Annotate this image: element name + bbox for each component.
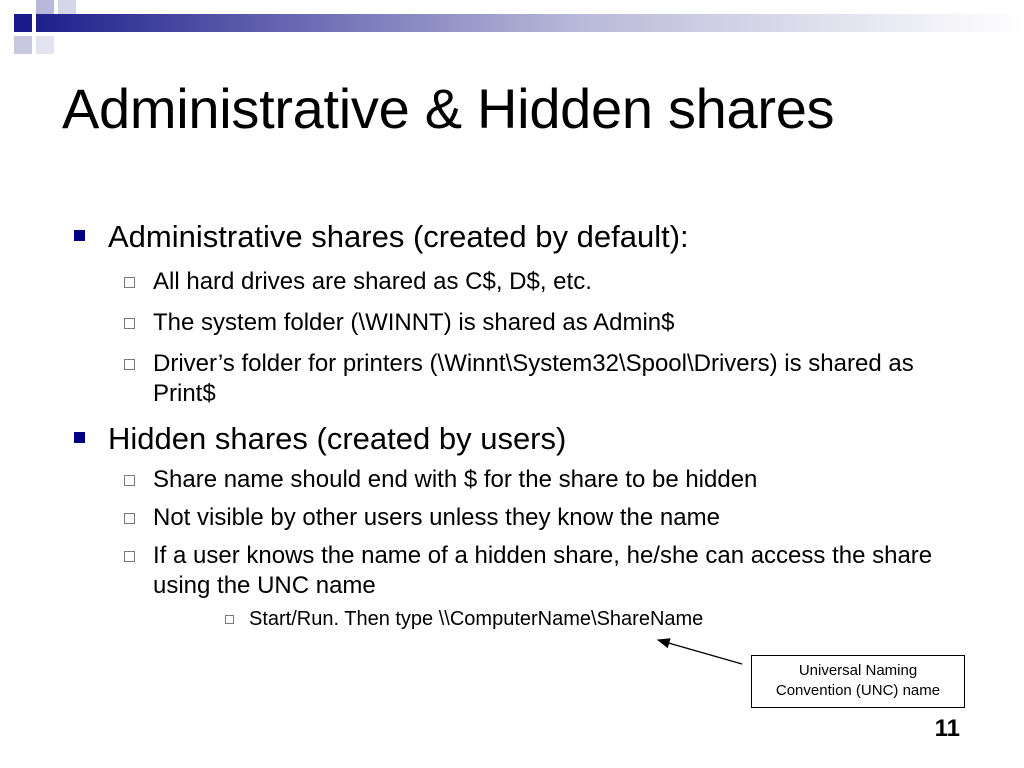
sub-bullet-text: If a user knows the name of a hidden share, he/she can access the share using the UNC name xyxy=(153,542,933,599)
bullet-text: Administrative shares (created by default): xyxy=(108,219,689,254)
sub-sub-bullet-text: Start/Run. Then type \\ComputerName\ShareName xyxy=(249,608,704,630)
sub-bullet-text: Driver’s folder for printers (\Winnt\System32\Spool\Drivers) is shared as Print$ xyxy=(153,350,914,407)
sub-bullet-text: All hard drives are shared as C$, D$, etc. xyxy=(153,268,592,295)
callout-line: Universal Naming xyxy=(798,662,918,679)
callout-line: Convention (UNC) name xyxy=(775,682,941,699)
unc-callout-box xyxy=(751,655,965,708)
bullet-text: Hidden shares (created by users) xyxy=(108,421,567,456)
page-number: 11 xyxy=(934,715,960,742)
sub-bullet-text: Share name should end with $ for the share to be hidden xyxy=(153,466,758,493)
sub-bullet-text: Not visible by other users unless they know the name xyxy=(153,504,720,531)
sub-bullet-text: The system folder (\WINNT) is shared as Admin$ xyxy=(153,309,675,336)
slide-title: Administrative & Hidden shares xyxy=(62,77,835,140)
